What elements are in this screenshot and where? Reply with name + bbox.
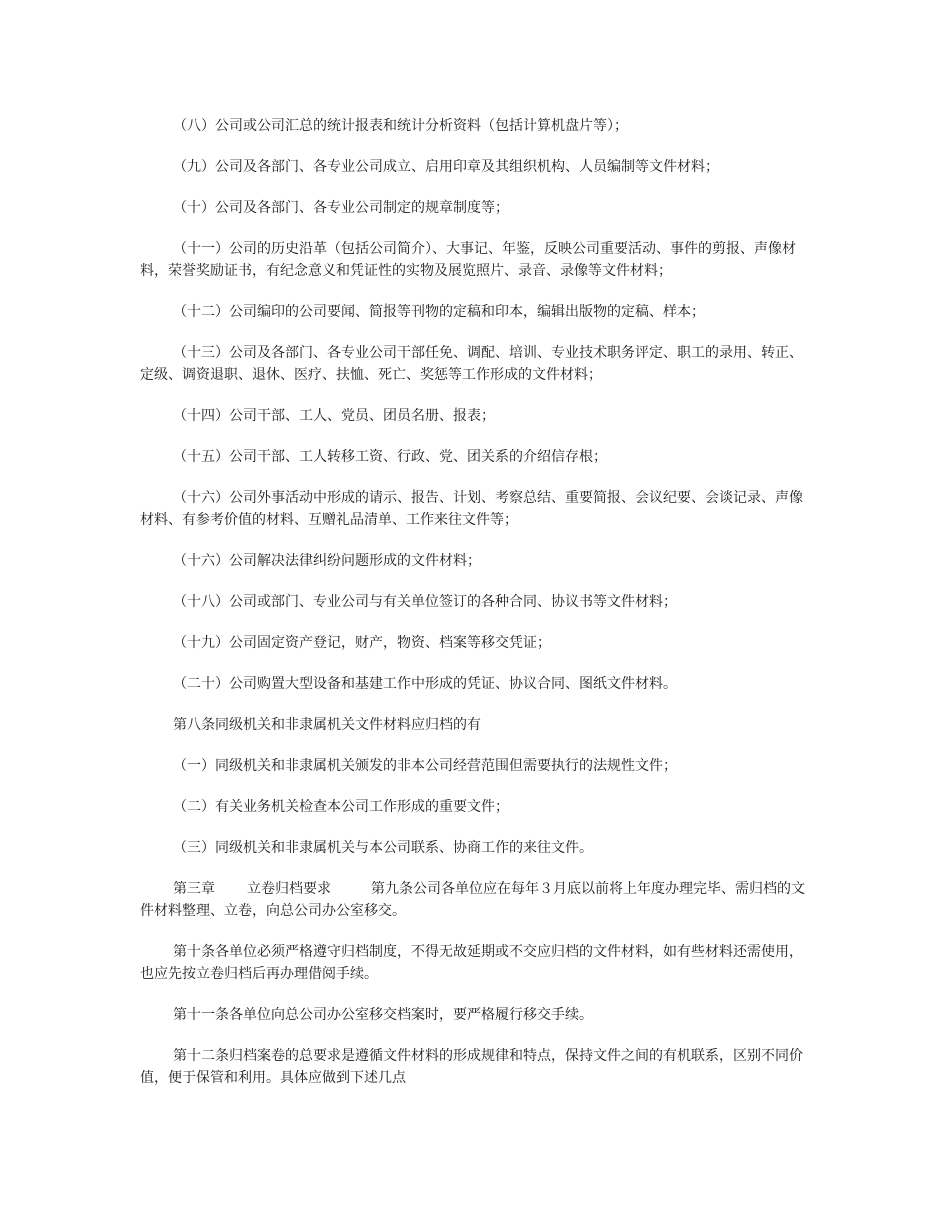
paragraph-item-9: （九）公司及各部门、各专业公司成立、启用印章及其组织机构、人员编制等文件材料； — [173, 159, 719, 175]
article-8-heading: 第八条同级机关和非隶属机关文件材料应归档的有 — [173, 717, 481, 733]
article-8-item-2: （二）有关业务机关检查本公司工作形成的重要文件； — [173, 799, 509, 815]
paragraph-item-15: （十五）公司干部、工人转移工资、行政、党、团关系的介绍信存根； — [173, 449, 607, 465]
article-9-text: 第九条公司各单位应在每年３月底以前将上年度办理完毕、需归档的文件材料整理、立卷，向总公司办公室移交。 — [140, 881, 805, 919]
article-11: 第十一条各单位向总公司办公室移交档案时，要严格履行移交手续。 — [173, 1007, 593, 1023]
paragraph-item-16: （十六）公司外事活动中形成的请示、报告、计划、考察总结、重要简报、会议纪要、会谈记录、声像材料、有参考价值的材料、互赠礼品清单、工作来往文件等； — [140, 490, 803, 528]
article-8-item-1: （一）同级机关和非隶属机关颁发的非本公司经营范围但需要执行的法规性文件； — [173, 758, 677, 774]
chapter-label: 第三章 — [173, 881, 215, 897]
paragraph-item-12: （十二）公司编印的公司要闻、简报等刊物的定稿和印本，编辑出版物的定稿、样本； — [173, 304, 705, 320]
article-12: 第十二条归档案卷的总要求是遵循文件材料的形成规律和特点，保持文件之间的有机联系，区别不同价值，便于保管和利用。具体应做到下述几点 — [140, 1048, 803, 1086]
article-8-item-3: （三）同级机关和非隶属机关与本公司联系、协商工作的来往文件。 — [173, 840, 593, 856]
paragraph-item-13: （十三）公司及各部门、各专业公司干部任免、调配、培训、专业技术职务评定、职工的录用、转正、定级、调资退职、退休、医疗、扶恤、死亡、奖惩等工作形成的文件材料； — [140, 345, 803, 383]
paragraph-item-20: （二十）公司购置大型设备和基建工作中形成的凭证、协议合同、图纸文件材料。 — [173, 676, 677, 692]
paragraph-item-10: （十）公司及各部门、各专业公司制定的规章制度等； — [173, 200, 509, 216]
paragraph-item-18: （十八）公司或部门、专业公司与有关单位签订的各种合同、协议书等文件材料； — [173, 594, 677, 610]
article-10: 第十条各单位必须严格遵守归档制度，不得无故延期或不交应归档的文件材料，如有些材料还需使用，也应先按立卷归档后再办理借阅手续。 — [140, 944, 803, 982]
chapter-3-paragraph — [140, 878, 815, 922]
paragraph-item-8: （八）公司或公司汇总的统计报表和统计分析资料（包括计算机盘片等）； — [173, 118, 628, 134]
chapter-title: 立卷归档要求 — [247, 881, 331, 897]
paragraph-item-19: （十九）公司固定资产登记，财产，物资、档案等移交凭证； — [173, 635, 551, 651]
paragraph-item-14: （十四）公司干部、工人、党员、团员名册、报表； — [173, 408, 495, 424]
paragraph-item-17: （十六）公司解决法律纠纷问题形成的文件材料； — [173, 553, 481, 569]
document-page — [140, 115, 815, 1108]
paragraph-item-11: （十一）公司的历史沿革（包括公司简介）、大事记、年鉴，反映公司重要活动、事件的剪报、声像材料，荣誉奖励证书，有纪念意义和凭证性的实物及展览照片、录音、录像等文件材料； — [140, 241, 796, 279]
